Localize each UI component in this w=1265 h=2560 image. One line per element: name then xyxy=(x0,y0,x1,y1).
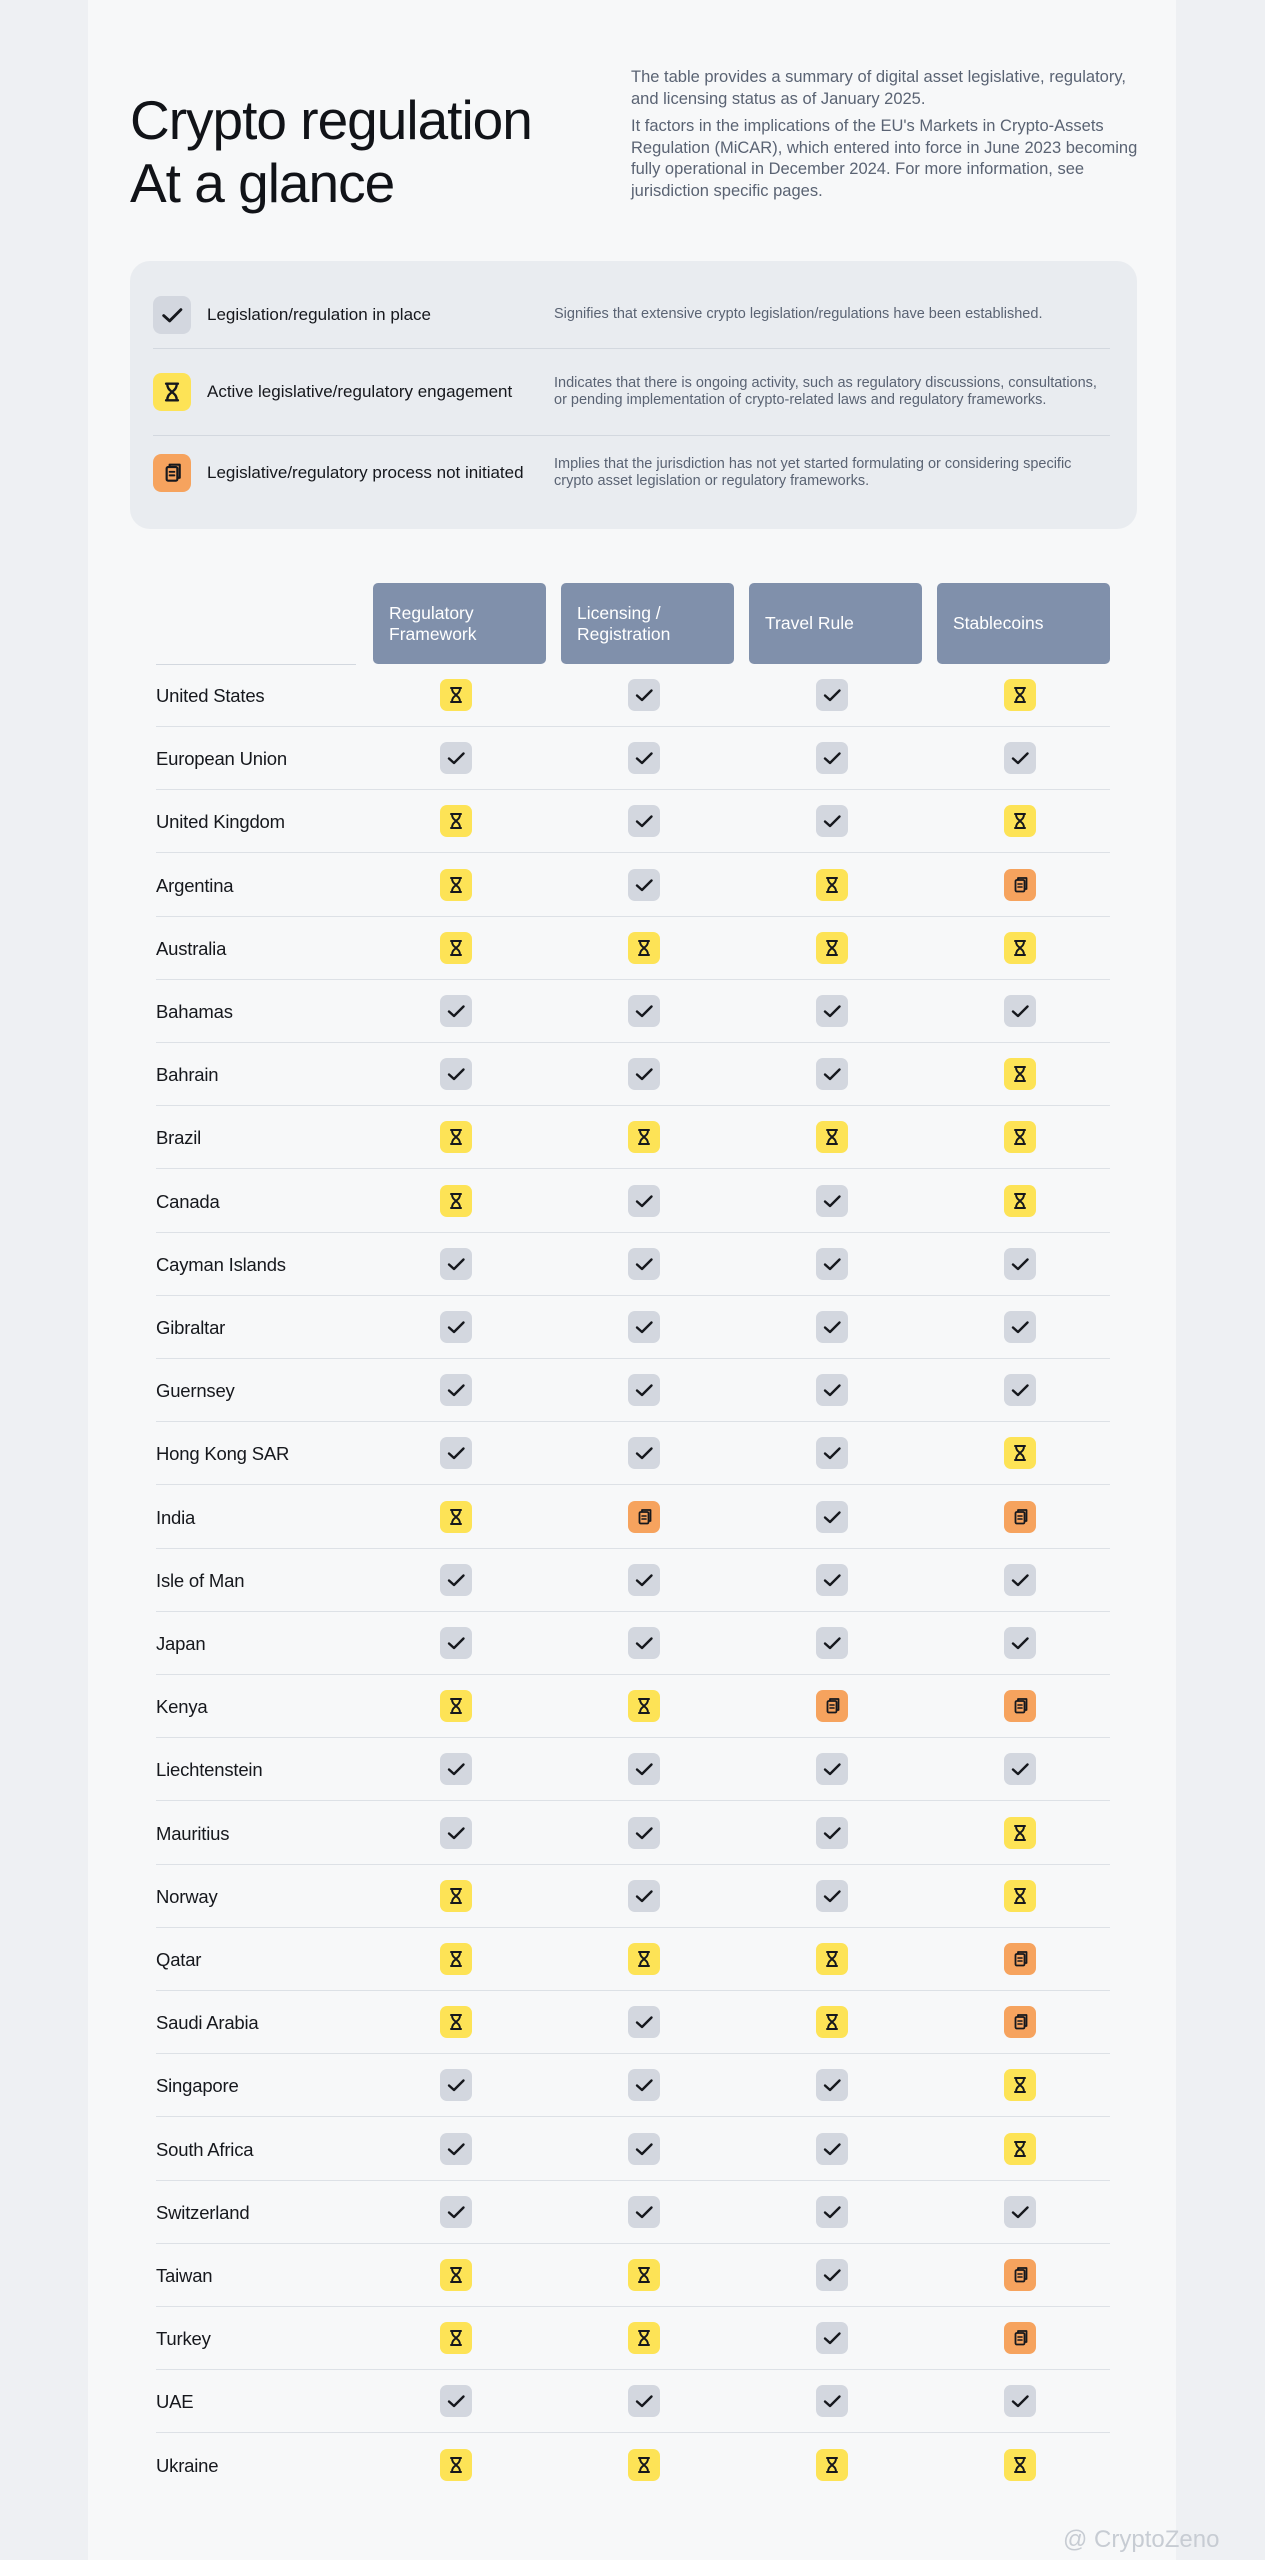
country-name: Guernsey xyxy=(156,1380,235,1402)
country-name: Kenya xyxy=(156,1696,208,1718)
legend-description: Implies that the jurisdiction has not yet started formulating or considering specific crypto asset legislation or regulatory frameworks. xyxy=(554,455,1072,489)
check-icon xyxy=(628,1058,660,1090)
document-icon xyxy=(816,1690,848,1722)
legend-label: Active legislative/regulatory engagement xyxy=(207,382,513,401)
table-row xyxy=(156,1233,1110,1296)
hourglass-icon xyxy=(1004,2069,1036,2101)
hourglass-icon xyxy=(628,1690,660,1722)
check-icon xyxy=(816,1627,848,1659)
hourglass-icon xyxy=(440,1185,472,1217)
hourglass-icon xyxy=(816,1121,848,1153)
table-row xyxy=(156,1106,1110,1169)
document-icon xyxy=(628,1501,660,1533)
title-line-1: Crypto regulation xyxy=(130,88,532,151)
check-icon xyxy=(440,2196,472,2228)
country-name: Saudi Arabia xyxy=(156,2012,259,2034)
table-row xyxy=(156,1486,1110,1549)
check-icon xyxy=(816,1311,848,1343)
hourglass-icon xyxy=(1004,2133,1036,2165)
country-name: Norway xyxy=(156,1885,218,1907)
document-icon xyxy=(1004,1943,1036,1975)
check-icon xyxy=(440,1311,472,1343)
check-icon xyxy=(440,2385,472,2417)
country-name: Bahamas xyxy=(156,1001,233,1022)
hourglass-icon xyxy=(440,805,472,837)
table-row xyxy=(156,1991,1110,2054)
hourglass-icon xyxy=(816,932,848,964)
table-row xyxy=(156,1612,1110,1675)
table-row xyxy=(156,2054,1110,2117)
check-icon xyxy=(816,1753,848,1785)
hourglass-icon xyxy=(628,2322,660,2354)
watermark xyxy=(1063,2526,1219,2554)
check-icon xyxy=(440,1437,472,1469)
document-icon xyxy=(153,454,191,492)
check-icon xyxy=(440,2069,472,2101)
check-icon xyxy=(440,1753,472,1785)
check-icon xyxy=(628,1248,660,1280)
check-icon xyxy=(1004,742,1036,774)
check-icon xyxy=(1004,1753,1036,1785)
hourglass-icon xyxy=(440,932,472,964)
hourglass-icon xyxy=(1004,1121,1036,1153)
hourglass-icon xyxy=(440,2259,472,2291)
document-icon xyxy=(1004,869,1036,901)
check-icon xyxy=(628,1374,660,1406)
check-icon xyxy=(816,2385,848,2417)
table-row xyxy=(156,664,1110,727)
table-row xyxy=(156,1422,1110,1485)
table-row xyxy=(156,1170,1110,1233)
legend-label: Legislative/regulatory process not initiated xyxy=(207,463,524,482)
table-row xyxy=(156,1549,1110,1612)
check-icon xyxy=(816,1248,848,1280)
hourglass-icon xyxy=(628,932,660,964)
country-name: Canada xyxy=(156,1190,220,1212)
table-row xyxy=(156,1865,1110,1928)
table-row xyxy=(156,2181,1110,2244)
hourglass-icon xyxy=(440,2449,472,2481)
check-icon xyxy=(628,742,660,774)
check-icon xyxy=(1004,1564,1036,1596)
table-row xyxy=(156,1296,1110,1359)
table-row xyxy=(156,917,1110,980)
check-icon xyxy=(816,1501,848,1533)
check-icon xyxy=(440,995,472,1027)
table-row xyxy=(156,2307,1110,2370)
table-row xyxy=(156,2434,1110,2497)
hourglass-icon xyxy=(1004,679,1036,711)
check-icon xyxy=(816,1185,848,1217)
country-name: South Africa xyxy=(156,2138,254,2160)
legend-description: Indicates that there is ongoing activity, such as regulatory discussions, consultations, or pending implementation of crypto-related laws and regulatory frameworks. xyxy=(554,374,1097,408)
hourglass-icon xyxy=(440,2322,472,2354)
check-icon xyxy=(628,1880,660,1912)
check-icon xyxy=(816,1880,848,1912)
column-header-travel-rule: Travel Rule xyxy=(749,583,922,664)
check-icon xyxy=(816,2133,848,2165)
check-icon xyxy=(816,1564,848,1596)
country-name: Turkey xyxy=(156,2328,211,2350)
table-row xyxy=(156,1928,1110,1991)
intro-text xyxy=(631,67,1141,208)
hourglass-icon xyxy=(628,2259,660,2291)
table-row xyxy=(156,2118,1110,2181)
country-name: Cayman Islands xyxy=(156,1253,286,1275)
check-icon xyxy=(628,1185,660,1217)
hourglass-icon xyxy=(816,869,848,901)
check-icon xyxy=(816,1817,848,1849)
hourglass-icon xyxy=(1004,1058,1036,1090)
hourglass-icon xyxy=(1004,805,1036,837)
legend-row-in-place xyxy=(153,283,1110,347)
check-icon xyxy=(816,805,848,837)
document-icon xyxy=(1004,2322,1036,2354)
check-icon xyxy=(440,742,472,774)
country-name: United Kingdom xyxy=(156,811,285,833)
hourglass-icon xyxy=(1004,2449,1036,2481)
check-icon xyxy=(628,805,660,837)
hourglass-icon xyxy=(440,679,472,711)
hourglass-icon xyxy=(440,1690,472,1722)
column-header-regulatory-framework: Regulatory Framework xyxy=(373,583,546,664)
hourglass-icon xyxy=(1004,1185,1036,1217)
check-icon xyxy=(816,2322,848,2354)
country-name: Taiwan xyxy=(156,2265,213,2286)
table-row xyxy=(156,790,1110,853)
hourglass-icon xyxy=(1004,1880,1036,1912)
check-icon xyxy=(440,1374,472,1406)
country-name: Bahrain xyxy=(156,1064,219,1086)
country-name: Mauritius xyxy=(156,1822,230,1844)
check-icon xyxy=(628,2196,660,2228)
hourglass-icon xyxy=(153,373,191,411)
check-icon xyxy=(440,2133,472,2165)
hourglass-icon xyxy=(440,2006,472,2038)
check-icon xyxy=(1004,1311,1036,1343)
check-icon xyxy=(1004,995,1036,1027)
table-row xyxy=(156,2370,1110,2433)
country-name: UAE xyxy=(156,2391,194,2413)
country-name: Argentina xyxy=(156,874,234,896)
check-icon xyxy=(628,1311,660,1343)
check-icon xyxy=(816,2196,848,2228)
check-icon xyxy=(628,1627,660,1659)
check-icon xyxy=(440,1058,472,1090)
column-header-stablecoins: Stablecoins xyxy=(937,583,1110,664)
country-name: Singapore xyxy=(156,2075,239,2097)
table-row xyxy=(156,1359,1110,1422)
check-icon xyxy=(628,1564,660,1596)
document-icon xyxy=(1004,1501,1036,1533)
check-icon xyxy=(1004,2385,1036,2417)
country-name: Qatar xyxy=(156,1949,202,1970)
table-row xyxy=(156,854,1110,917)
check-icon xyxy=(816,1437,848,1469)
country-name: India xyxy=(156,1506,196,1528)
column-header-licensing-registration: Licensing / Registration xyxy=(561,583,734,664)
table-row xyxy=(156,2244,1110,2307)
check-icon xyxy=(440,1627,472,1659)
check-icon xyxy=(440,1248,472,1280)
table-row xyxy=(156,980,1110,1043)
check-icon xyxy=(816,679,848,711)
hourglass-icon xyxy=(1004,1437,1036,1469)
check-icon xyxy=(628,1753,660,1785)
country-name: Isle of Man xyxy=(156,1569,245,1591)
table-row xyxy=(156,727,1110,790)
country-name: Hong Kong SAR xyxy=(156,1443,290,1465)
legend-row-active xyxy=(153,348,1110,435)
legend-row-not-initiated xyxy=(153,435,1110,510)
check-icon xyxy=(628,2069,660,2101)
hourglass-icon xyxy=(1004,1817,1036,1849)
check-icon xyxy=(816,2069,848,2101)
hourglass-icon xyxy=(628,2449,660,2481)
table-row xyxy=(156,1675,1110,1738)
country-name: Gibraltar xyxy=(156,1317,226,1338)
intro-paragraph-2: It factors in the implications of the EU's Markets in Crypto-Assets Regulation (MiCAR), which entered into force in June 2023 becoming fully operational in December 2024. For more information, see jurisdiction specific pages. xyxy=(631,117,1138,200)
check-icon xyxy=(1004,1248,1036,1280)
country-name: Australia xyxy=(156,937,227,959)
check-icon xyxy=(816,995,848,1027)
document-icon xyxy=(1004,2259,1036,2291)
check-icon xyxy=(628,2006,660,2038)
check-icon xyxy=(440,1817,472,1849)
hourglass-icon xyxy=(440,1501,472,1533)
hourglass-icon xyxy=(816,2449,848,2481)
country-name: Ukraine xyxy=(156,2454,219,2476)
country-name: Liechtenstein xyxy=(156,1759,263,1781)
hourglass-icon xyxy=(1004,932,1036,964)
country-name: United States xyxy=(156,685,265,706)
hourglass-icon xyxy=(440,1943,472,1975)
check-icon xyxy=(816,1374,848,1406)
page-title xyxy=(130,89,610,215)
document-icon xyxy=(1004,2006,1036,2038)
intro-paragraph-1: The table provides a summary of digital asset legislative, regulatory, and licensing status as of January 2025. xyxy=(631,68,1126,108)
check-icon xyxy=(1004,1627,1036,1659)
check-icon xyxy=(628,2133,660,2165)
table-row xyxy=(156,1738,1110,1801)
document-icon xyxy=(1004,1690,1036,1722)
hourglass-icon xyxy=(440,869,472,901)
country-name: European Union xyxy=(156,748,287,770)
check-icon xyxy=(628,1817,660,1849)
hourglass-icon xyxy=(628,1121,660,1153)
legend-description: Signifies that extensive crypto legislation/regulations have been established. xyxy=(554,306,1043,323)
country-name: Japan xyxy=(156,1633,206,1654)
hourglass-icon xyxy=(440,1880,472,1912)
legend-box xyxy=(130,261,1137,529)
hourglass-icon xyxy=(816,1943,848,1975)
hourglass-icon xyxy=(816,2006,848,2038)
watermark-text: @ CryptoZeno xyxy=(1063,2526,1220,2553)
check-icon xyxy=(628,995,660,1027)
hourglass-icon xyxy=(440,1121,472,1153)
table-row xyxy=(156,1043,1110,1106)
legend-label: Legislation/regulation in place xyxy=(207,305,431,324)
check-icon xyxy=(816,1058,848,1090)
check-icon xyxy=(628,1437,660,1469)
table-row xyxy=(156,1802,1110,1865)
check-icon xyxy=(628,679,660,711)
check-icon xyxy=(1004,2196,1036,2228)
check-icon xyxy=(1004,1374,1036,1406)
country-name: Brazil xyxy=(156,1127,202,1149)
check-icon xyxy=(816,2259,848,2291)
country-name: Switzerland xyxy=(156,2201,250,2223)
check-icon xyxy=(628,2385,660,2417)
check-icon xyxy=(628,869,660,901)
check-icon xyxy=(816,742,848,774)
check-icon xyxy=(440,1564,472,1596)
hourglass-icon xyxy=(628,1943,660,1975)
title-line-2: At a glance xyxy=(130,151,395,214)
check-icon xyxy=(153,296,191,334)
